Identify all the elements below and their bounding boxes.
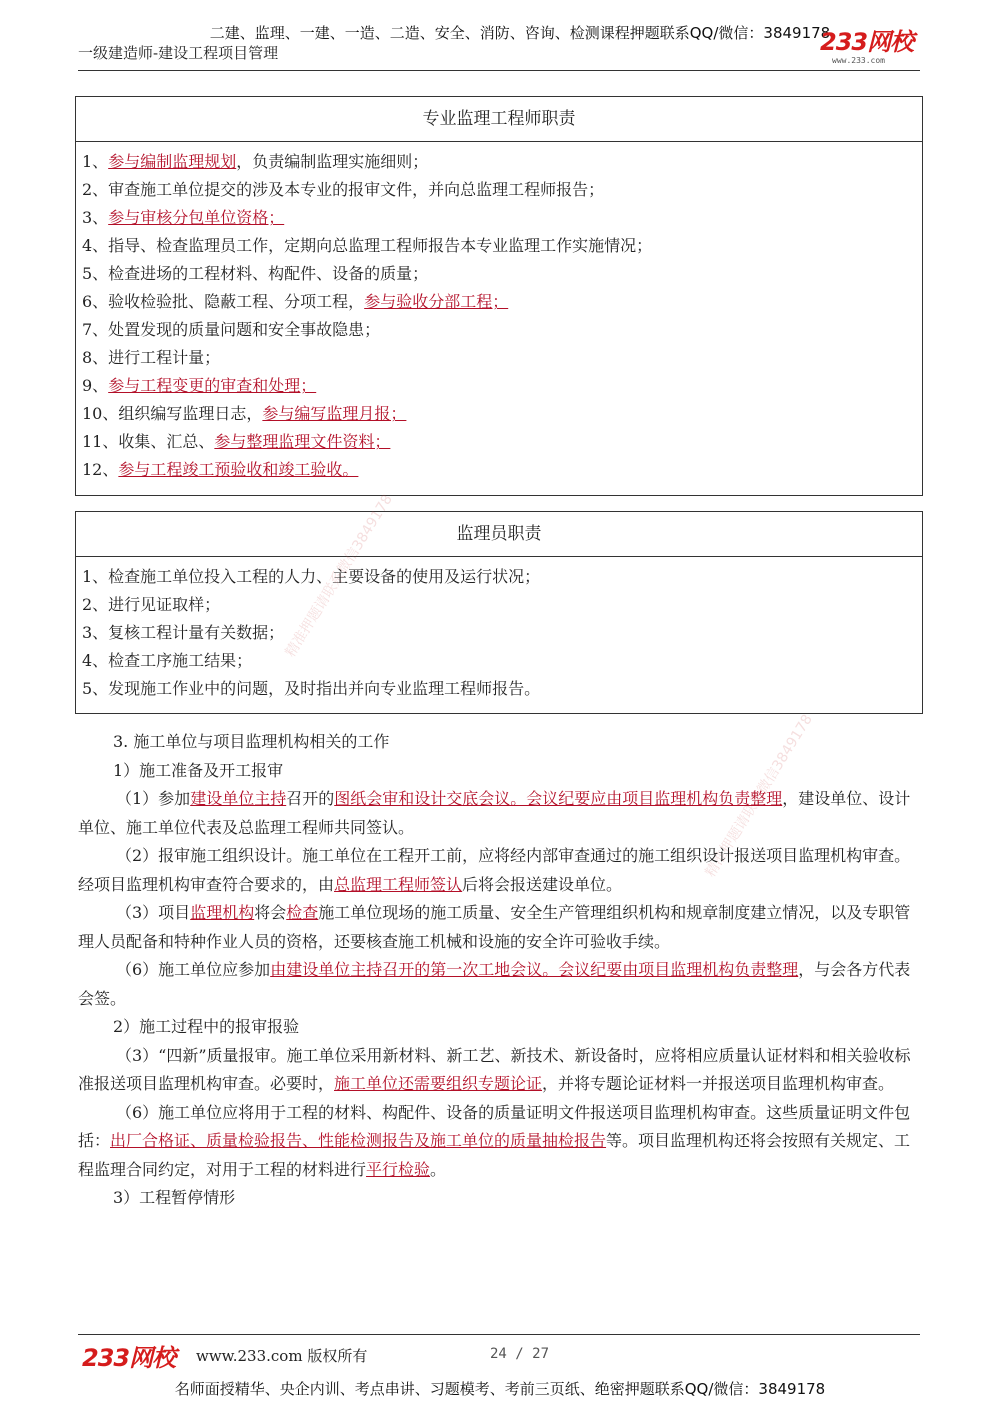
page-number: 24 / 27 xyxy=(490,1346,550,1362)
subsection-heading: 2）施工过程中的报审报验 xyxy=(113,1017,300,1036)
duty-item: 9、参与工程变更的审查和处理； xyxy=(82,376,317,395)
table-body xyxy=(76,142,922,484)
paragraph: （6）施工单位应参加由建设单位主持召开的第一次工地会议。会议纪要由项目监理机构负责整理，与会各方代表会签。 xyxy=(78,960,911,1008)
document-subtitle: 一级建造师-建设工程项目管理 xyxy=(78,44,279,62)
footer-logo: 233网校 xyxy=(82,1344,176,1372)
duty-item: 8、进行工程计量； xyxy=(82,348,221,367)
duty-item: 4、指导、检查监理员工作，定期向总监理工程师报告本专业监理工作实施情况； xyxy=(82,236,653,255)
supervisor-duties-table xyxy=(75,511,923,714)
paragraph: （2）报审施工组织设计。施工单位在工程开工前，应将经内部审查通过的施工组织设计报送项目监理机构审查。经项目监理机构审查符合要求的，由总监理工程师签认后将会报送建设单位。 xyxy=(78,846,911,894)
header-contact-line: 二建、监理、一建、一造、二造、安全、消防、咨询、检测课程押题联系QQ/微信：3849178 xyxy=(209,24,831,42)
paragraph: （1）参加建设单位主持召开的图纸会审和设计交底会议。会议纪要应由项目监理机构负责整理，建设单位、设计单位、施工单位代表及总监理工程师共同签认。 xyxy=(78,789,911,837)
duty-item: 11、收集、汇总、参与整理监理文件资料； xyxy=(82,432,391,451)
duty-item: 1、参与编制监理规划，负责编制监理实施细则； xyxy=(82,152,429,171)
subsection-heading: 3）工程暂停情形 xyxy=(113,1188,236,1207)
specialist-engineer-duties-table xyxy=(75,96,923,496)
duty-item: 6、验收检验批、隐蔽工程、分项工程，参与验收分部工程； xyxy=(82,292,509,311)
watermark: 精准押题请联系微信3849178 xyxy=(702,711,816,881)
duty-item: 2、审查施工单位提交的涉及本专业的报审文件，并向总监理工程师报告； xyxy=(82,180,605,199)
duty-item: 12、参与工程竣工预验收和竣工验收。 xyxy=(82,460,359,479)
main-content xyxy=(78,728,926,1213)
brand-logo xyxy=(820,28,930,68)
watermark: 精准押题请联系微信3849178 xyxy=(282,491,396,661)
duty-item: 7、处置发现的质量问题和安全事故隐患； xyxy=(82,320,381,339)
header-divider xyxy=(78,70,920,71)
duty-item: 1、检查施工单位投入工程的人力、主要设备的使用及运行状况； xyxy=(82,567,541,586)
table-body xyxy=(76,557,922,703)
duty-item: 3、复核工程计量有关数据； xyxy=(82,623,285,642)
logo-url: www.233.com xyxy=(832,56,885,65)
footer-contact-line: 名师面授精华、央企内训、考点串讲、习题模考、考前三页纸、绝密押题联系QQ/微信：3849178 xyxy=(174,1380,826,1398)
table-title: 监理员职责 xyxy=(76,512,922,557)
footer-copyright: www.233.com 版权所有 xyxy=(196,1347,368,1365)
table-title: 专业监理工程师职责 xyxy=(76,97,922,142)
duty-item: 2、进行见证取样； xyxy=(82,595,221,614)
duty-item: 5、检查进场的工程材料、构配件、设备的质量； xyxy=(82,264,429,283)
duty-item: 4、检查工序施工结果； xyxy=(82,651,253,670)
paragraph: （3）项目监理机构将会检查施工单位现场的施工质量、安全生产管理组织机构和规章制度建立情况，以及专职管理人员配备和特种作业人员的资格，还要核查施工机械和设施的安全许可验收手续。 xyxy=(78,903,911,951)
logo-text: 233网校 xyxy=(820,28,914,56)
duty-item: 5、发现施工作业中的问题，及时指出并向专业监理工程师报告。 xyxy=(82,679,541,698)
paragraph: （6）施工单位应将用于工程的材料、构配件、设备的质量证明文件报送项目监理机构审查。这些质量证明文件包括：出厂合格证、质量检验报告、性能检测报告及施工单位的质量抽检报告等。项目监理机构还将会按照有关规定、工程监理合同约定，对用于工程的材料进行平行检验。 xyxy=(78,1102,911,1179)
section-heading: 3. 施工单位与项目监理机构相关的工作 xyxy=(113,732,390,751)
duty-item: 3、参与审核分包单位资格； xyxy=(82,208,285,227)
footer-divider xyxy=(78,1334,920,1335)
duty-item: 10、组织编写监理日志，参与编写监理月报； xyxy=(82,404,407,423)
paragraph: （3）“四新”质量报审。施工单位采用新材料、新工艺、新技术、新设备时，应将相应质量认证材料和相关验收标准报送项目监理机构审查。必要时，施工单位还需要组织专题论证，并将专题论证材料一并报送项目监理机构审查。 xyxy=(78,1045,911,1093)
subsection-heading: 1）施工准备及开工报审 xyxy=(113,760,284,780)
